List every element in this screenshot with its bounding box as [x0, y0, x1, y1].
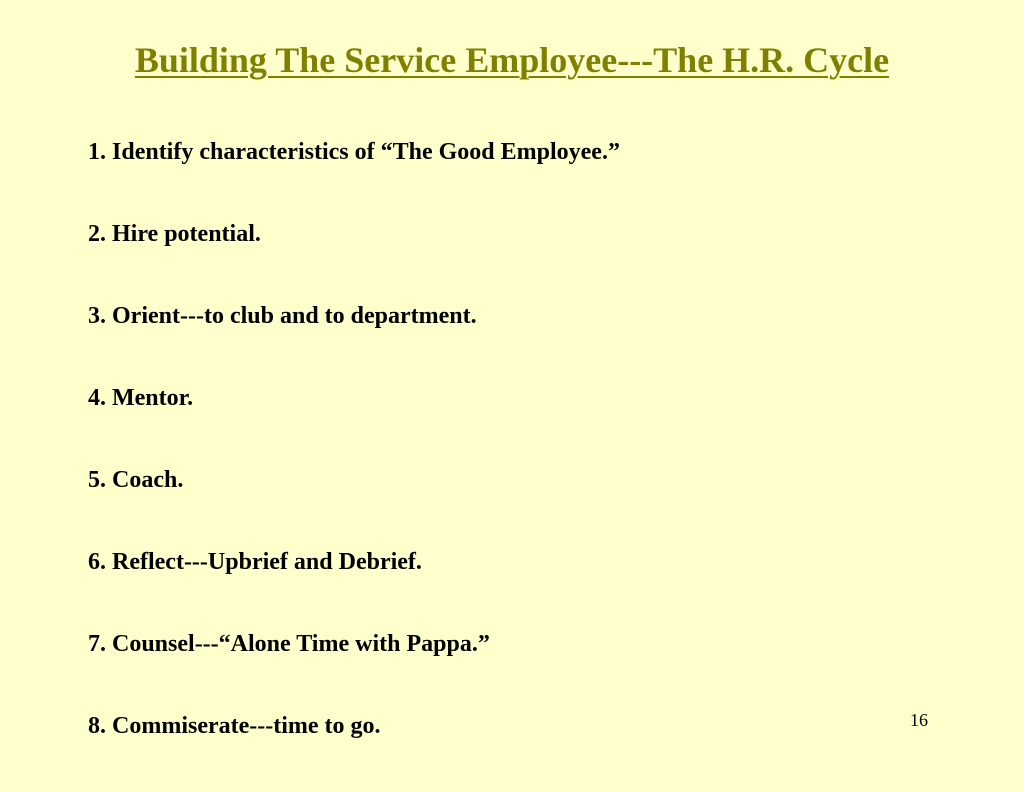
list-item: 3. Orient---to club and to department. — [88, 303, 477, 329]
list-item: 2. Hire potential. — [88, 221, 261, 247]
list-item: 1. Identify characteristics of “The Good Employee.” — [88, 139, 620, 165]
list-item: 4. Mentor. — [88, 385, 194, 411]
list-item: 6. Reflect---Upbrief and Debrief. — [88, 549, 422, 575]
list-item: 8. Commiserate---time to go. — [88, 713, 381, 739]
slide-title: Building The Service Employee---The H.R. Cycle — [134, 40, 890, 80]
page-number: 16 — [910, 710, 928, 730]
list-item: 7. Counsel---“Alone Time with Pappa.” — [88, 631, 490, 657]
hr-cycle-list — [88, 136, 620, 792]
list-item: 5. Coach. — [88, 467, 184, 493]
